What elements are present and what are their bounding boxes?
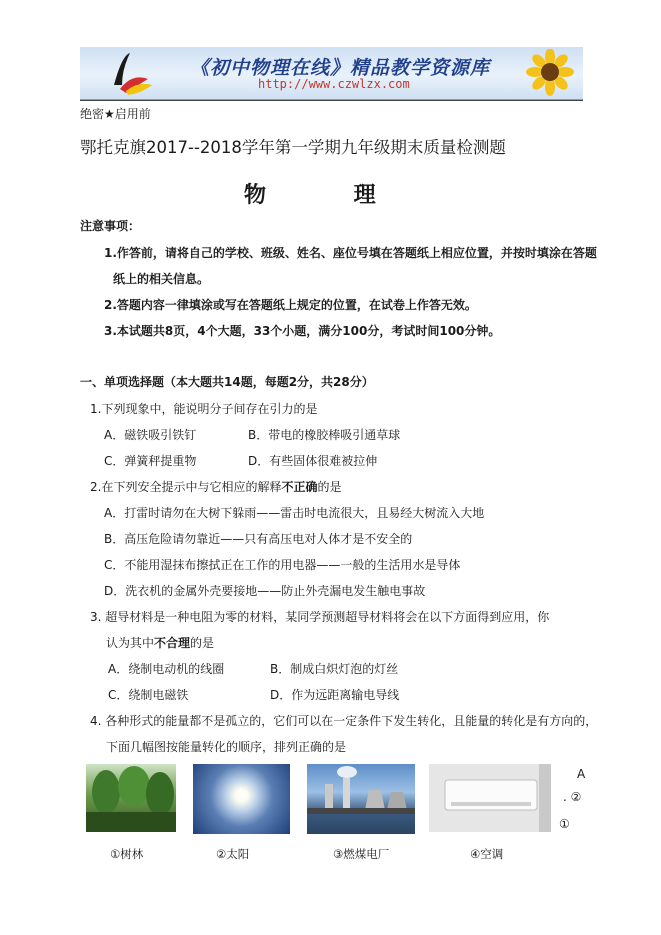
q1-option-d: D．有些固体很难被拉伸 <box>248 454 378 468</box>
q2-stem <box>90 478 341 495</box>
q3-stem-line2 <box>106 634 214 651</box>
q2-option-a: A．打雷时请勿在大树下躲雨——雷击时电流很大，且易经大树流入大地 <box>104 506 485 520</box>
secret-label: 绝密★启用前 <box>80 107 151 121</box>
q1-option-c: C．弹簧秤提重物 <box>104 454 197 468</box>
caption-air-conditioner: ④空调 <box>470 847 504 861</box>
side-note-2: . ② <box>563 790 582 804</box>
notes-title: 注意事项： <box>80 219 141 233</box>
air-conditioner-image <box>429 764 551 832</box>
q1-option-a: A．磁铁吸引铁钉 <box>104 428 197 442</box>
q4-stem-line2: 下面几幅图按能量转化的顺序，排列正确的是 <box>106 740 347 754</box>
header-rule <box>80 100 583 101</box>
q3-option-b: B．制成白炽灯泡的灯丝 <box>270 662 399 676</box>
sun-image <box>193 764 290 834</box>
q3-stem-post: 的是 <box>190 636 215 650</box>
q3-stem-line1: 3. 超导材料是一种电阻为零的材料，某同学预测超导材料将会在以下方面得到应用，你 <box>90 610 550 624</box>
header-banner <box>80 47 583 101</box>
notes-item-3: 3.本试题共8页，4个大题，33个小题，满分100分，考试时间100分钟。 <box>104 324 501 338</box>
forest-image <box>86 764 176 832</box>
air-conditioner-icon <box>429 764 551 832</box>
power-plant-image <box>307 764 415 834</box>
exam-title: 鄂托克旗2017--2018学年第一学期九年级期末质量检测题 <box>80 138 506 157</box>
notes-item-1: 1.作答前，请将自己的学校、班级、姓名、座位号填在答题纸上相应位置，并按时填涂在答题 <box>104 246 597 260</box>
subject-title: 物 理 <box>244 182 416 208</box>
banner-url[interactable]: http://www.czwlzx.com <box>258 77 410 91</box>
q3-stem-pre: 认为其中 <box>106 636 155 650</box>
section-title: 一、单项选择题（本大题共14题，每题2分，共28分） <box>80 375 374 389</box>
caption-power-plant: ③燃煤电厂 <box>333 847 390 861</box>
q2-option-d: D．洗衣机的金属外壳要接地——防止外壳漏电发生触电事故 <box>104 584 426 598</box>
caption-forest: ①树林 <box>110 847 144 861</box>
q1-option-b: B．带电的橡胶棒吸引通草球 <box>248 428 401 442</box>
q1-stem: 1.下列现象中，能说明分子间存在引力的是 <box>90 402 318 416</box>
side-note-a: A <box>577 767 586 781</box>
q3-option-c: C．绕制电磁铁 <box>108 688 189 702</box>
sunflower-icon <box>520 49 580 99</box>
q2-stem-pre: 2.在下列安全提示中与它相应的解释 <box>90 480 282 494</box>
caption-sun: ②太阳 <box>216 847 250 861</box>
q2-stem-post: 的是 <box>317 480 342 494</box>
notes-item-2: 2.答题内容一律填涂或写在答题纸上规定的位置，在试卷上作答无效。 <box>104 298 477 312</box>
q3-option-d: D．作为远距离输电导线 <box>270 688 400 702</box>
q2-option-b: B．高压危险请勿靠近——只有高压电对人体才是不安全的 <box>104 532 413 546</box>
notes-item-1-cont: 纸上的相关信息。 <box>113 272 210 286</box>
logo-icon <box>108 51 154 95</box>
factory-icon <box>307 764 415 834</box>
tree-icon <box>86 764 176 832</box>
q2-stem-bold: 不正确 <box>281 480 318 494</box>
q3-stem-bold: 不合理 <box>154 636 191 650</box>
q3-option-a: A．绕制电动机的线圈 <box>108 662 225 676</box>
q2-option-c: C．不能用湿抹布擦拭正在工作的用电器——一般的生活用水是导体 <box>104 558 461 572</box>
side-note-1: ① <box>559 817 570 831</box>
q4-stem-line1: 4. 各种形式的能量都不是孤立的，它们可以在一定条件下发生转化，且能量的转化是有方向的， <box>90 714 598 728</box>
banner-title: 《初中物理在线》精品教学资源库 <box>190 57 491 79</box>
